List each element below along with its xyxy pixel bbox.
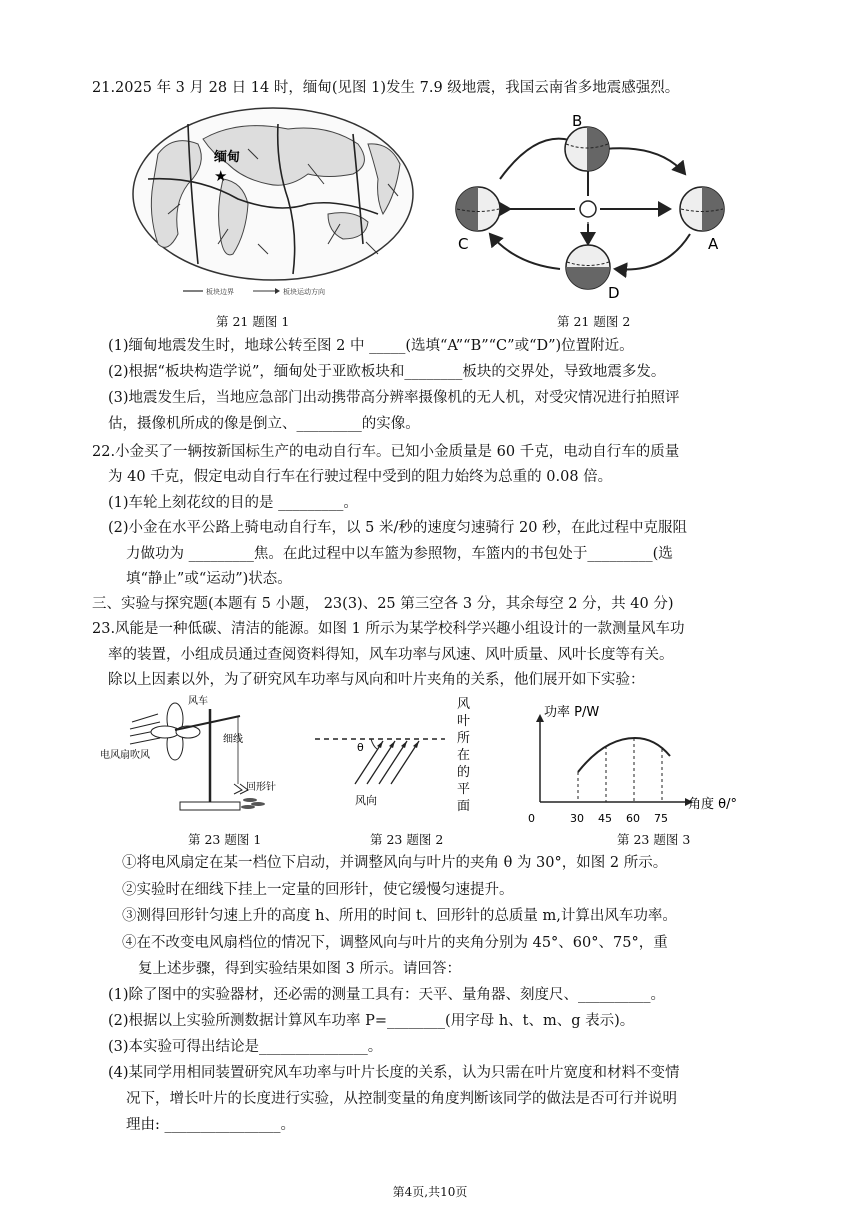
label-pins: 回形针 xyxy=(246,782,276,793)
q22-stem-line2: 为 40 千克，假定电动自行车在行驶过程中受到的阻力始终为总重的 0.08 倍。 xyxy=(108,469,613,485)
tick-45: 45 xyxy=(598,812,612,825)
q23-sub2: (2)根据以上实验所测数据计算风车功率 P=________(用字母 h、t、m、g 表示)。 xyxy=(108,1013,635,1029)
q22-sub2-line2: 力做功为 _________焦。在此过程中以车篮为参照物，车篮内的书包处于_________(选 xyxy=(126,546,673,562)
q22-sub2-line3: 填“静止”或“运动”)状态。 xyxy=(126,571,292,587)
q23-sub1: (1)除了图中的实验器材，还必需的测量工具有：天平、量角器、刻度尺、__________。 xyxy=(108,987,666,1003)
fig23-3-caption: 第 23 题图 3 xyxy=(617,832,691,847)
tick-30: 30 xyxy=(570,812,584,825)
wind-direction-label: 风向 xyxy=(355,794,377,807)
q21-sub3-line1: (3)地震发生后，当地应急部门出动携带高分辨率摄像机的无人机，对受灾情况进行拍照评 xyxy=(108,390,680,406)
map-legend-direction: 板块运动方向 xyxy=(283,288,325,296)
tick-60: 60 xyxy=(626,812,640,825)
q21-sub2: (2)根据“板块构造学说”，缅甸处于亚欧板块和________板块的交界处，导致地震多发。 xyxy=(108,364,666,380)
label-windmill: 风车 xyxy=(188,696,208,707)
q23-stem-line2: 率的装置，小组成员通过查阅资料得知，风车功率与风速、风叶质量、风叶长度等有关。 xyxy=(108,647,674,663)
page-footer: 第4页,共10页 xyxy=(392,1185,468,1199)
q21-sub1: (1)缅甸地震发生时，地球公转至图 2 中 _____(选填“A”“B”“C”或“D”)位置附近。 xyxy=(108,338,634,354)
windmill-apparatus-figure xyxy=(100,694,300,833)
earth-b xyxy=(565,127,609,171)
earth-d xyxy=(566,245,610,289)
orbit-label-d: D xyxy=(608,284,620,302)
fig21-2-caption: 第 21 题图 2 xyxy=(557,314,631,329)
orbit-label-a: A xyxy=(708,235,719,253)
fig23-1-caption: 第 23 题图 1 xyxy=(188,832,262,847)
q23-sub4-line1: (4)某同学用相同装置研究风车功率与叶片长度的关系，认为只需在叶片宽度和材料不变情 xyxy=(108,1065,680,1081)
q21-sub3-line2: 估，摄像机所成的像是倒立、_________的实像。 xyxy=(108,416,420,432)
q21-stem: 21.2025 年 3 月 28 日 14 时，缅甸(见图 1)发生 7.9 级地震，我国云南省多地震感强烈。 xyxy=(92,80,680,96)
plane-char-4: 在 xyxy=(457,748,471,763)
earth-c xyxy=(456,187,500,231)
q23-step4-line1: ④在不改变电风扇档位的情况下，调整风向与叶片的夹角分别为 45°、60°、75°，重 xyxy=(122,935,668,951)
section-3-heading: 三、实验与探究题(本题有 5 小题， 23(3)、25 第三空各 3 分，其余每空 2 分，共 40 分) xyxy=(92,596,674,612)
star-icon: ★ xyxy=(214,167,228,185)
q22-sub2-line1: (2)小金在水平公路上骑电动自行车，以 5 米/秒的速度匀速骑行 20 秒，在此过程中克服阻 xyxy=(108,520,688,536)
orbit-label-b: B xyxy=(572,112,583,130)
q23-step3: ③测得回形针匀速上升的高度 h、所用的时间 t、回形针的总质量 m,计算出风车功率。 xyxy=(122,908,677,924)
orbit-figure xyxy=(440,104,740,308)
tick-75: 75 xyxy=(654,812,668,825)
q23-sub4-line3: 理由: ________________。 xyxy=(126,1117,295,1133)
plane-char-6: 平 xyxy=(457,782,471,797)
q22-stem-line1: 22.小金买了一辆按新国标生产的电动自行车。已知小金质量是 60 千克，电动自行车的质量 xyxy=(92,444,680,460)
fig21-1-caption: 第 21 题图 1 xyxy=(216,314,290,329)
q23-step4-line2: 复上述步骤，得到实验结果如图 3 所示。请回答： xyxy=(138,961,461,977)
map-legend-boundary: 板块边界 xyxy=(206,288,234,296)
orbit-label-c: C xyxy=(458,235,469,253)
wind-angle-figure xyxy=(305,694,485,833)
q23-sub3: (3)本实验可得出结论是_______________。 xyxy=(108,1039,383,1055)
plane-char-3: 所 xyxy=(457,731,471,746)
theta-label: θ xyxy=(357,741,364,754)
q22-sub1: (1)车轮上刻花纹的目的是 _________。 xyxy=(108,495,358,511)
label-thread: 细线 xyxy=(223,734,243,745)
plane-char-5: 的 xyxy=(457,765,471,780)
earth-a xyxy=(680,187,724,231)
q23-sub4-line2: 况下，增长叶片的长度进行实验，从控制变量的角度判断该同学的做法是否可行并说明 xyxy=(126,1091,677,1107)
q23-step1: ①将电风扇定在某一档位下启动，并调整风向与叶片的夹角 θ 为 30°，如图 2 所示。 xyxy=(122,855,668,871)
plane-char-7: 面 xyxy=(457,799,471,814)
q23-stem-line1: 23.风能是一种低碳、清洁的能源。如图 1 所示为某学校科学兴趣小组设计的一款测量风车功 xyxy=(92,621,685,637)
origin-label: 0 xyxy=(528,812,535,825)
plane-char-1: 风 xyxy=(457,697,471,712)
q23-step2: ②实验时在细线下挂上一定量的回形针，使它缓慢匀速提升。 xyxy=(122,882,514,898)
sun-icon xyxy=(580,201,596,217)
label-fan: 电风扇吹风 xyxy=(100,750,150,761)
power-angle-graph xyxy=(520,694,760,833)
fig23-2-caption: 第 23 题图 2 xyxy=(370,832,444,847)
plate-map-figure xyxy=(128,104,418,308)
q23-stem-line3: 除以上因素以外，为了研究风车功率与风向和叶片夹角的关系，他们展开如下实验： xyxy=(108,672,645,688)
y-axis-label: 功率 P/W xyxy=(544,705,600,720)
x-axis-label: 角度 θ/° xyxy=(688,797,737,812)
plane-char-2: 叶 xyxy=(457,714,471,729)
map-label-myanmar: 缅甸 xyxy=(214,150,241,165)
